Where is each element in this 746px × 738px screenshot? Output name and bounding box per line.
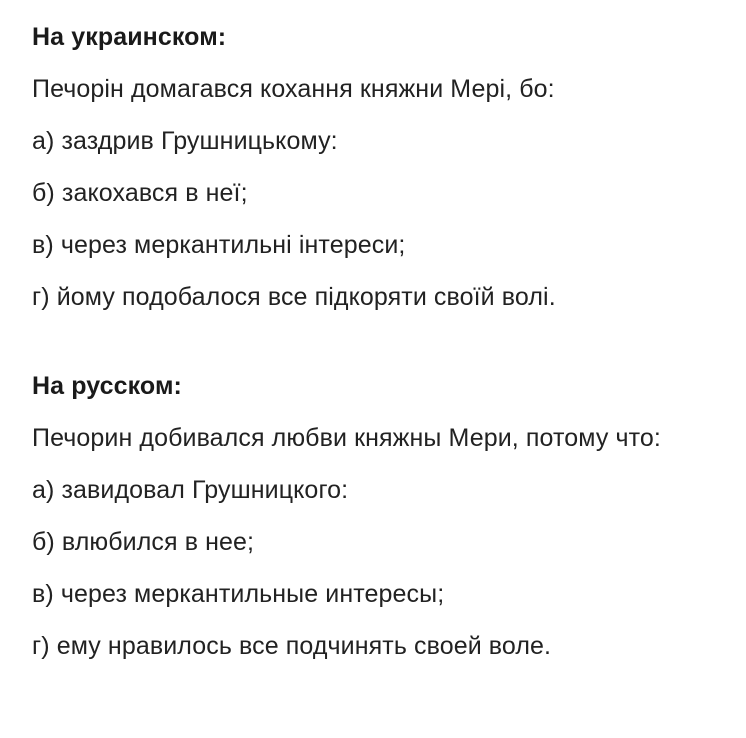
ukrainian-option-d: г) йому подобалося все підкоряти своїй волі. <box>32 283 556 311</box>
russian-heading: На русском: <box>32 372 182 400</box>
russian-option-a: а) завидовал Грушницкого: <box>32 476 349 504</box>
russian-option-d: г) ему нравилось все подчинять своей воле. <box>32 632 552 660</box>
russian-option-b: б) влюбился в нее; <box>32 528 255 556</box>
ukrainian-heading: На украинском: <box>32 23 227 51</box>
russian-question: Печорин добивался любви княжны Мери, потому что: <box>32 424 661 452</box>
ukrainian-option-c: в) через меркантильні інтереси; <box>32 231 406 259</box>
ukrainian-question: Печорін домагався кохання княжни Мері, бо: <box>32 75 555 103</box>
ukrainian-section <box>32 22 744 312</box>
russian-section <box>32 371 744 661</box>
document <box>32 22 744 683</box>
ukrainian-option-a: а) заздрив Грушницькому: <box>32 127 338 155</box>
ukrainian-option-b: б) закохався в неї; <box>32 179 248 207</box>
russian-option-c: в) через меркантильные интересы; <box>32 580 445 608</box>
section-spacer <box>32 334 744 371</box>
